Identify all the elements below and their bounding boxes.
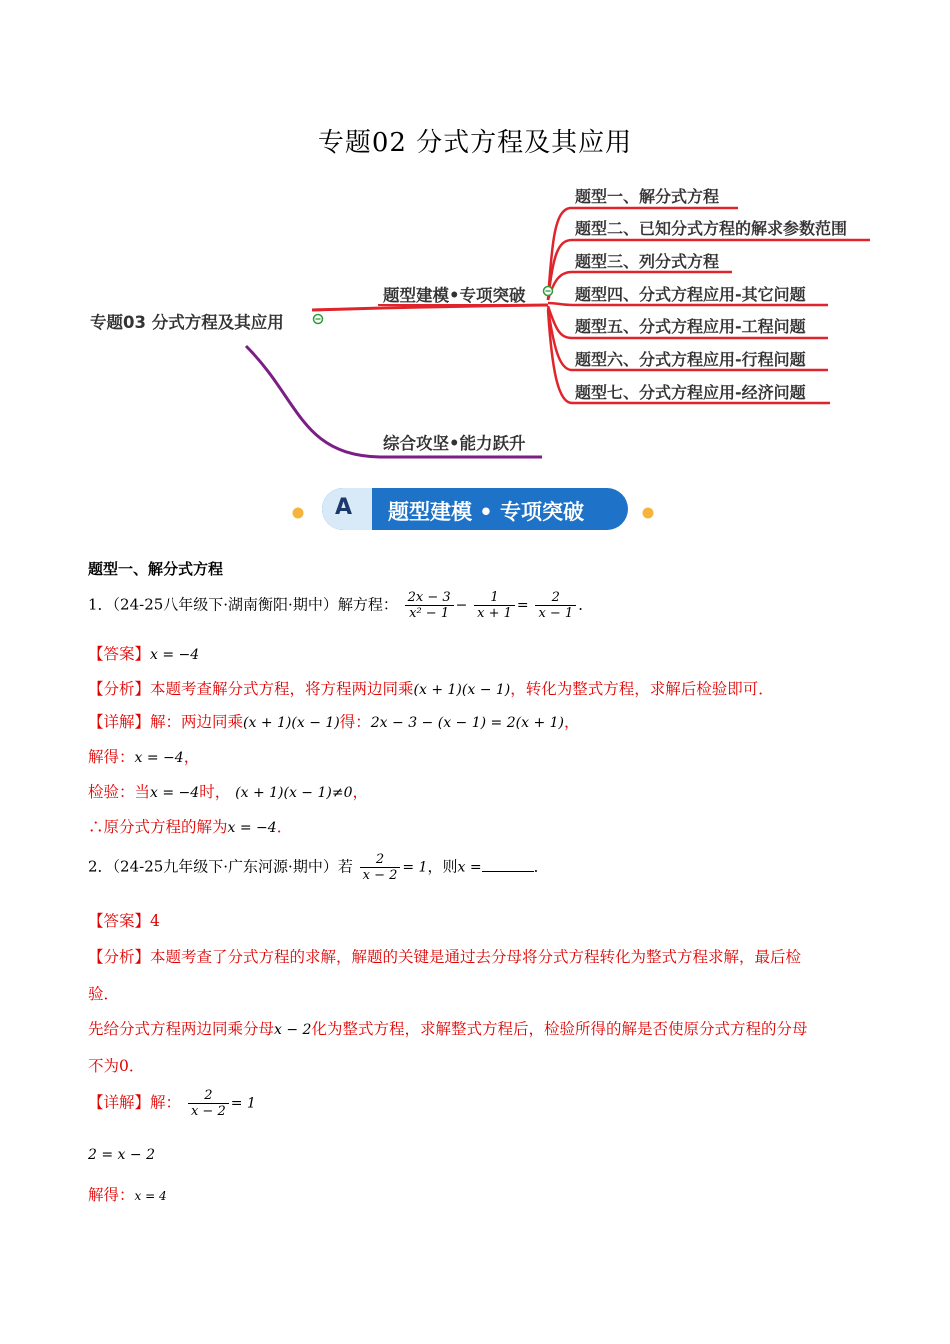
q1-fraction-3: $\frac{2}{x - 1}$ [535, 590, 576, 621]
q1-check-end: ， [352, 783, 369, 801]
q2-then: ，则 [427, 857, 458, 876]
mindmap-root: 专题03 分式方程及其应用 [90, 313, 284, 332]
mindmap-item-6: 题型六、分式方程应用-行程问题 [575, 350, 806, 369]
mindmap-item-5: 题型五、分式方程应用-工程问题 [575, 317, 806, 336]
q1-detail-text-b: 得： [339, 713, 371, 731]
mindmap-connectors [0, 0, 950, 480]
q2-method-line-1 [88, 1017, 807, 1039]
q1-conclusion [88, 815, 292, 837]
q2-analysis-text: 本题考查了分式方程的求解，解题的关键是通过去分母将分式方程转化为整式方程求解，最后检 [150, 948, 802, 966]
q2-method-line-2: 不为0． [88, 1057, 145, 1075]
q2-analysis-label: 【分析】 [88, 948, 151, 966]
q2-detail-fraction: $\frac{2}{x - 2}$ [188, 1088, 229, 1119]
q2-solve-math: x = 4 [134, 1189, 167, 1203]
q1-check-label: 检验：当 [88, 783, 151, 801]
q1-check-math-a: x = −4 [150, 785, 200, 801]
q1-check-math-b: (x + 1)(x − 1)≠0 [235, 785, 353, 801]
q1-source: （24-25八年级下·湖南衡阳·期中）解方程： [112, 595, 398, 614]
q1-fraction-2: $\frac{1}{x + 1}$ [474, 590, 515, 621]
q1-check [88, 780, 368, 802]
q1-solve [88, 745, 199, 767]
section-banner [0, 486, 950, 532]
q1-conclusion-end: ． [276, 818, 293, 836]
q1-end: ． [578, 595, 594, 614]
q1-detail-math-b: 2x − 3 − (x − 1) = 2(x + 1) [370, 715, 564, 731]
mindmap-item-2: 题型二、已知分式方程的解求参数范围 [575, 219, 848, 238]
mindmap-item-7: 题型七、分式方程应用-经济问题 [575, 383, 806, 402]
q1-answer-value: x = −4 [150, 647, 200, 663]
q2-solve-label: 解得： [88, 1186, 135, 1204]
q1-detail-label: 【详解】 [88, 713, 151, 731]
q1-solve-label: 解得： [88, 748, 135, 766]
q2-answer-label: 【答案】 [88, 912, 151, 930]
q1-minus: − [455, 597, 468, 614]
q1-check-text: 时， [199, 783, 231, 801]
q2-fraction: $\frac{2}{x - 2}$ [360, 852, 401, 883]
q2-solve [88, 1183, 167, 1205]
mindmap-branch-2: 综合攻坚•能力跃升 [383, 434, 526, 453]
q1-solve-math: x = −4 [134, 750, 184, 766]
q1-analysis-math: (x + 1)(x − 1) [413, 682, 511, 698]
q1-answer-label: 【答案】 [88, 645, 151, 663]
q1-detail-text-c: ， [564, 713, 580, 731]
mindmap-item-4: 题型四、分式方程应用-其它问题 [575, 285, 806, 304]
q2-method-math: x − 2 [274, 1022, 312, 1038]
q2-answer-value: 4 [150, 912, 160, 930]
q1-detail-text-a: 解：两边同乘 [150, 713, 244, 731]
q1-solve-end: ， [183, 748, 200, 766]
question-1 [88, 590, 593, 621]
q1-conclusion-text: ∴原分式方程的解为 [88, 818, 228, 836]
mindmap-branch-1: 题型建模•专项突破 [383, 286, 526, 305]
q1-analysis [88, 677, 774, 699]
banner-letter: A [335, 495, 353, 520]
q2-detail-label: 【详解】 [88, 1093, 151, 1112]
page-title: 专题02 分式方程及其应用 [317, 128, 633, 158]
q2-answer [88, 909, 160, 931]
q2-analysis-line-2: 验． [88, 985, 120, 1003]
q2-step-1: 2 = x − 2 [88, 1147, 155, 1163]
q1-equals: = [516, 597, 529, 614]
mindmap-item-1: 题型一、解分式方程 [575, 187, 720, 206]
q2-end: ． [533, 857, 549, 876]
q2-detail-text: 解： [150, 1093, 182, 1112]
section-heading: 题型一、解分式方程 [88, 560, 224, 578]
banner-dot-right [643, 508, 654, 519]
q1-analysis-text-a: 本题考查解分式方程，将方程两边同乘 [150, 680, 414, 698]
q2-eq-tail: = 1 [402, 859, 428, 876]
q1-analysis-label: 【分析】 [88, 680, 151, 698]
q1-detail-math-a: (x + 1)(x − 1) [243, 715, 340, 731]
banner-dot-left [293, 508, 304, 519]
q2-detail-tail: = 1 [230, 1095, 256, 1112]
q1-detail [88, 710, 580, 732]
banner-text: 题型建模 • 专项突破 [388, 500, 585, 524]
q2-detail [88, 1088, 256, 1119]
q1-conclusion-math: x = −4 [227, 820, 277, 836]
q2-number: 2． [88, 857, 113, 876]
q2-source: （24-25九年级下·广东河源·期中）若 [112, 857, 353, 876]
q2-answer-blank[interactable] [482, 857, 534, 872]
mindmap-item-3: 题型三、列分式方程 [575, 252, 720, 271]
q1-fraction-1: $\frac{2x - 3}{\text{x² − 1}}$ [405, 590, 454, 621]
q1-answer [88, 642, 199, 664]
q1-number: 1． [88, 595, 113, 614]
q2-method-text-a: 先给分式方程两边同乘分母 [88, 1020, 275, 1038]
q2-method-text-b: 化为整式方程，求解整式方程后，检验所得的解是否使原分式方程的分母 [311, 1020, 808, 1038]
q1-analysis-text-b: ，转化为整式方程，求解后检验即可． [510, 680, 774, 698]
question-2 [88, 852, 549, 883]
q2-blank-label: x = [457, 859, 482, 876]
q2-analysis-line-1 [88, 945, 801, 967]
